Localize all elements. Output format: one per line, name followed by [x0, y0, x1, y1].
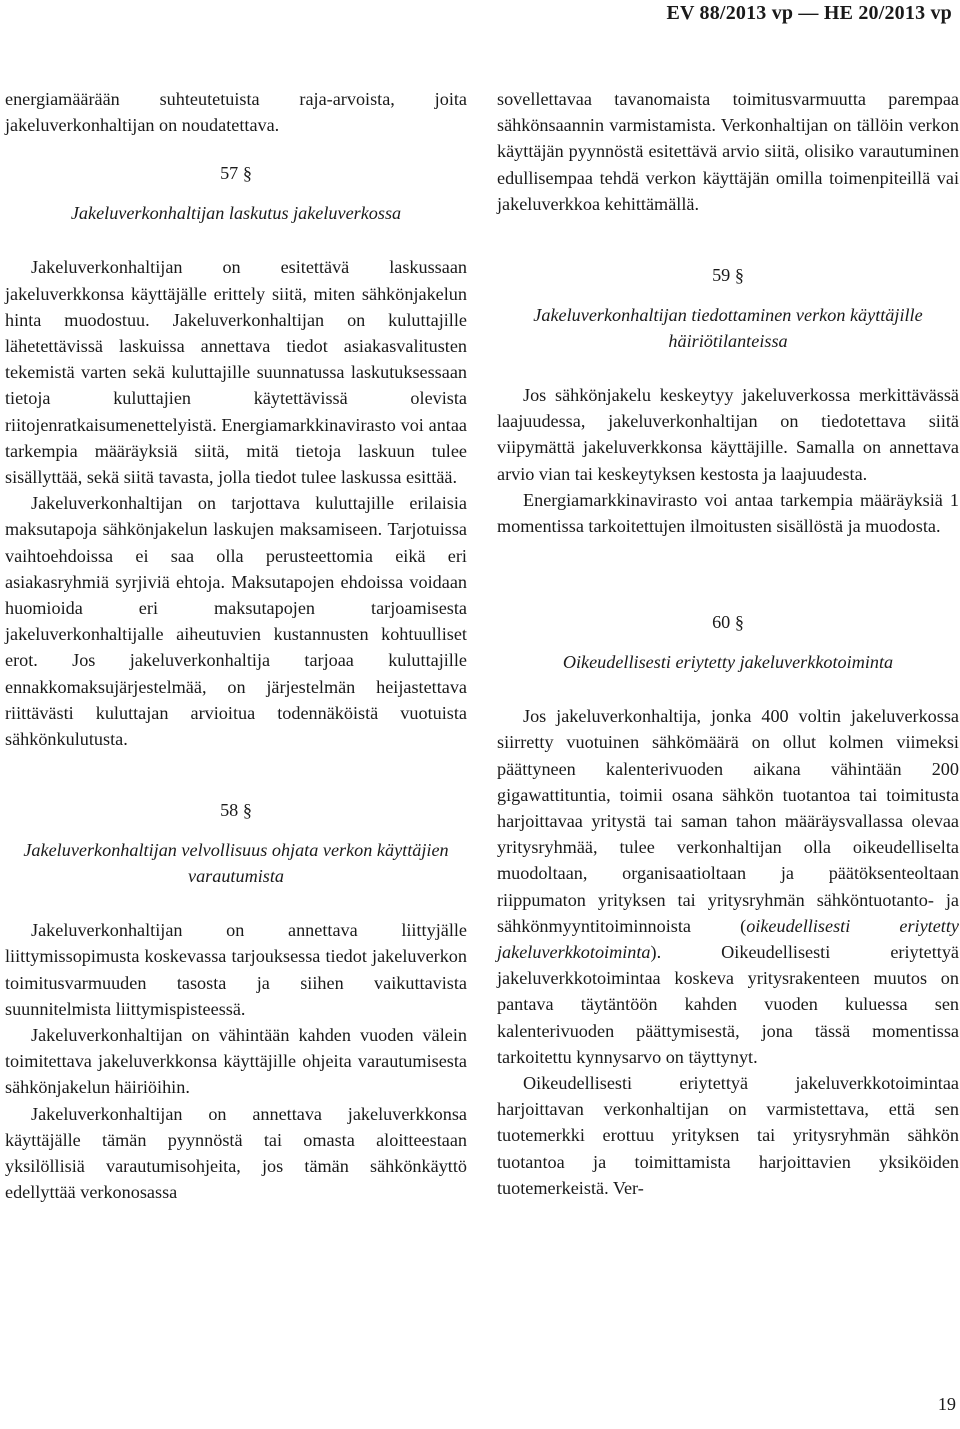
section-60-paragraph-1-end: ). Oikeudellisesti eriytettyä jakeluverkkotoimintaa koskeva yritysrakenteen muutos on pantava täytäntöön kahden vuoden kuluessa sen kalenterivuoden päättymisestä, jona tässä momentissa tarkoitettu kynnysarvo on täyttynyt.	[497, 942, 959, 1067]
section-60-title: Oikeudellisesti eriytetty jakeluverkkotoiminta	[562, 652, 894, 673]
section-59-paragraph-2: Energiamarkkinavirasto voi antaa tarkempia määräyksiä 1 momentissa tarkoitettujen ilmoitusten sisällöstä ja muodosta.	[497, 489, 959, 537]
section-57-paragraph-1: Jakeluverkonhaltijan on esitettävä laskussaan jakeluverkkonsa käyttäjälle erittely siitä, miten sähkönjakelun hinta muodostuu. Jakeluverkonhaltijan on kuluttajille lähetettävissä laskuissa annettava tiedot asiakasvalitusten tekemistä varten sekä kuluttajille suunnatussa laskutuksessaan tietoja kuluttajien käytettävissä olevista riitojenratkaisumenettelyistä. Energiamarkkinavirasto voi antaa tarkempia määräyksiä siitä, mitä tietoja laskuun tulee sisällyttää, sekä siitä tavasta, jolla tiedot tulee laskussa esittää.	[5, 257, 467, 488]
right-column	[497, 86, 959, 1201]
left-column	[5, 86, 467, 1206]
intro-paragraph: energiamäärään suhteutetuista raja-arvoista, joita jakeluverkonhaltijan on noudatettava.	[5, 89, 467, 136]
section-60-paragraph-1	[497, 703, 959, 1070]
section-60-paragraph-1-start: Jos jakeluverkonhaltija, jonka 400 voltin jakeluverkossa siirretty vuotuinen sähkömäärä on ollut kolmen viimeksi päättyneen kalenterivuoden aikana vähintään 200 gigawattituntia, toimii osana sähkön tuotantoa tai toimitusta harjoittavaa yritystä tai saman tahon määräysvallassa olevaa yritysryhmää, tulee verkonhaltijan olla oikeudelliselta muodoltaan, organisaatioltaan ja päätöksenteoltaan riippumaton yrityksen tai yritysryhmän sähköntuotanto- ja sähkönmyyntitoiminnoista (	[497, 706, 959, 936]
section-58-title: Jakeluverkonhaltijan velvollisuus ohjata verkon käyttäjien varautumista	[23, 840, 449, 887]
section-59-paragraph-1: Jos sähkönjakelu keskeytyy jakeluverkossa merkittävässä laajuudessa, jakeluverkonhaltijan on tiedotettava siitä viipymättä jakeluverkkonsa käyttäjille. Samalla on annettava arvio vian tai keskeytyksen kestosta ja laajuudesta.	[497, 385, 959, 484]
section-58-number: 58 §	[220, 800, 252, 821]
section-59-number: 59 §	[712, 265, 744, 286]
section-57-paragraph-2: Jakeluverkonhaltijan on tarjottava kuluttajille erilaisia maksutapoja sähkönjakelun laskujen maksamiseen. Tarjotuissa vaihtoehdoissa ei saa olla perusteettomia eikä eri asiakasryhmiä syrjiviä ehtoja. Maksutapojen ehdoissa voidaan huomioida eri maksutapojen tarjoamisesta jakeluverkonhaltijalle aiheutuvien kustannusten kohtuulliset erot. Jos jakeluverkonhaltija tarjoaa kuluttajille ennakkomaksujärjestelmää, on järjestelmän heijastettava riittävästi kuluttajan arvioitua todennäköistä vuotuista sähkönkulutusta.	[5, 493, 467, 750]
section-60-paragraph-2: Oikeudellisesti eriytettyä jakeluverkkotoimintaa harjoittavan verkonhaltijan on varmistettava, että sen tuotemerkki erottuu yrityksen tai yritysryhmän sähkön tuotantoa ja toimittamista harjoittavien yksiköiden tuotemerkeistä. Ver-	[497, 1073, 959, 1198]
section-58-paragraph-3: Jakeluverkonhaltijan on annettava jakeluverkkonsa käyttäjälle tämän pyynnöstä tai omasta aloitteestaan yksilöllisiä varautumisohjeita, jos tämän sähkönkäyttö edellyttää verkonosassa	[5, 1103, 467, 1203]
continued-paragraph: sovellettavaa tavanomaista toimitusvarmuutta parempaa sähkönsaannin varmistamista. Verkonhaltijan on tällöin verkon käyttäjän pyynnöstä esitettävä arvio siitä, olisiko varautuminen edullisempaa tehdä verkon käyttäjän omilla toimenpiteillä vai jakeluverkkoa kehittämällä.	[497, 89, 959, 214]
section-60-defined-term: oikeudellisesti eriytetty jakeluverkkotoiminta	[497, 915, 959, 963]
page-number: 19	[937, 1394, 956, 1414]
section-58-paragraph-1: Jakeluverkonhaltijan on annettava liittyjälle liittymissopimusta koskevassa tarjouksessa tiedot jakeluverkon toimitusvarmuuden tasosta ja siihen vaikuttavista suunnitelmista liittymispisteessä.	[5, 920, 467, 1019]
section-58-paragraph-2: Jakeluverkonhaltijan on vähintään kahden vuoden välein toimitettava jakeluverkkonsa käyttäjille ohjeita varautumisesta sähkönjakelun häiriöihin.	[5, 1025, 467, 1098]
section-59-title: Jakeluverkonhaltijan tiedottaminen verkon käyttäjille häiriötilanteissa	[533, 305, 923, 352]
section-57-number: 57 §	[220, 163, 252, 184]
section-57-title: Jakeluverkonhaltijan laskutus jakeluverkossa	[70, 203, 402, 224]
section-60-number: 60 §	[712, 612, 744, 633]
running-header: EV 88/2013 vp — HE 20/2013 vp	[666, 2, 952, 24]
